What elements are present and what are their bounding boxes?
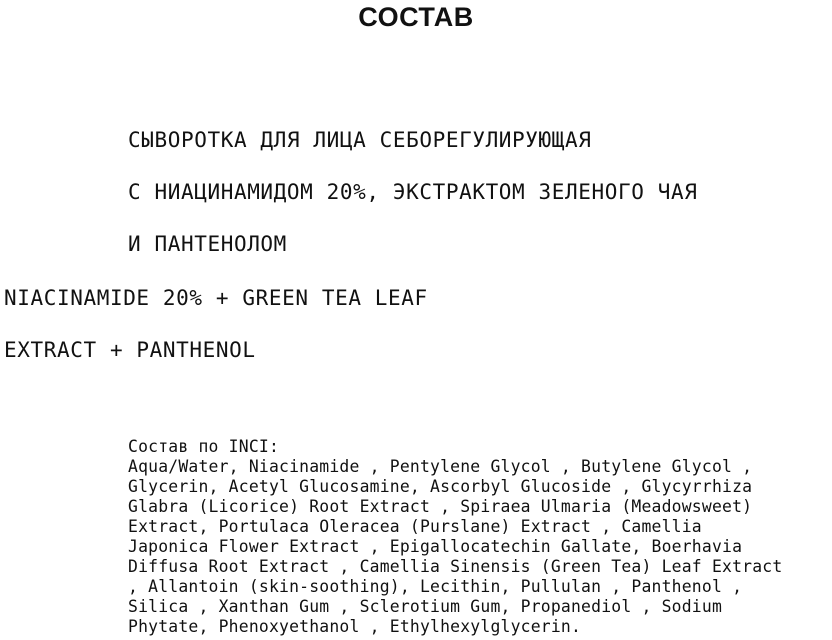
product-name-ru-line: СЫВОРОТКА ДЛЯ ЛИЦА СЕБОРЕГУЛИРУЮЩАЯ	[128, 128, 592, 152]
product-name-en-line: NIACINAMIDE 20% + GREEN TEA LEAF	[4, 286, 428, 310]
inci-line: , Allantoin (skin-soothing), Lecithin, Pullulan , Panthenol ,	[128, 577, 743, 596]
page-title: СОСТАВ	[358, 2, 474, 32]
inci-line: Japonica Flower Extract , Epigallocatechin Gallate, Boerhavia	[128, 537, 743, 556]
product-name-ru-line: С НИАЦИНАМИДОМ 20%, ЭКСТРАКТОМ ЗЕЛЕНОГО ЧАЯ	[128, 180, 698, 204]
inci-line: Diffusa Root Extract , Camellia Sinensis (Green Tea) Leaf Extract	[128, 557, 783, 576]
inci-line: Extract, Portulaca Oleracea (Purslane) Extract , Camellia	[128, 517, 702, 536]
inci-line: Phytate, Phenoxyethanol , Ethylhexylglycerin.	[128, 617, 582, 636]
inci-heading: Состав по INCI:	[128, 437, 280, 456]
product-name-en-line: EXTRACT + PANTHENOL	[4, 338, 256, 362]
product-name-en	[4, 259, 564, 363]
inci-ingredients-block	[128, 437, 832, 637]
inci-line: Silica , Xanthan Gum , Sclerotium Gum, Propanediol , Sodium	[128, 597, 723, 616]
product-name-ru-line: И ПАНТЕНОЛОМ	[128, 232, 287, 256]
inci-line: Aqua/Water, Niacinamide , Pentylene Glycol , Butylene Glycol ,	[128, 457, 753, 476]
inci-line: Glabra (Licorice) Root Extract , Spiraea Ulmaria (Meadowsweet)	[128, 497, 753, 516]
inci-line: Glycerin, Acetyl Glucosamine, Ascorbyl Glucoside , Glycyrrhiza	[128, 477, 753, 496]
product-name-ru	[128, 101, 828, 257]
